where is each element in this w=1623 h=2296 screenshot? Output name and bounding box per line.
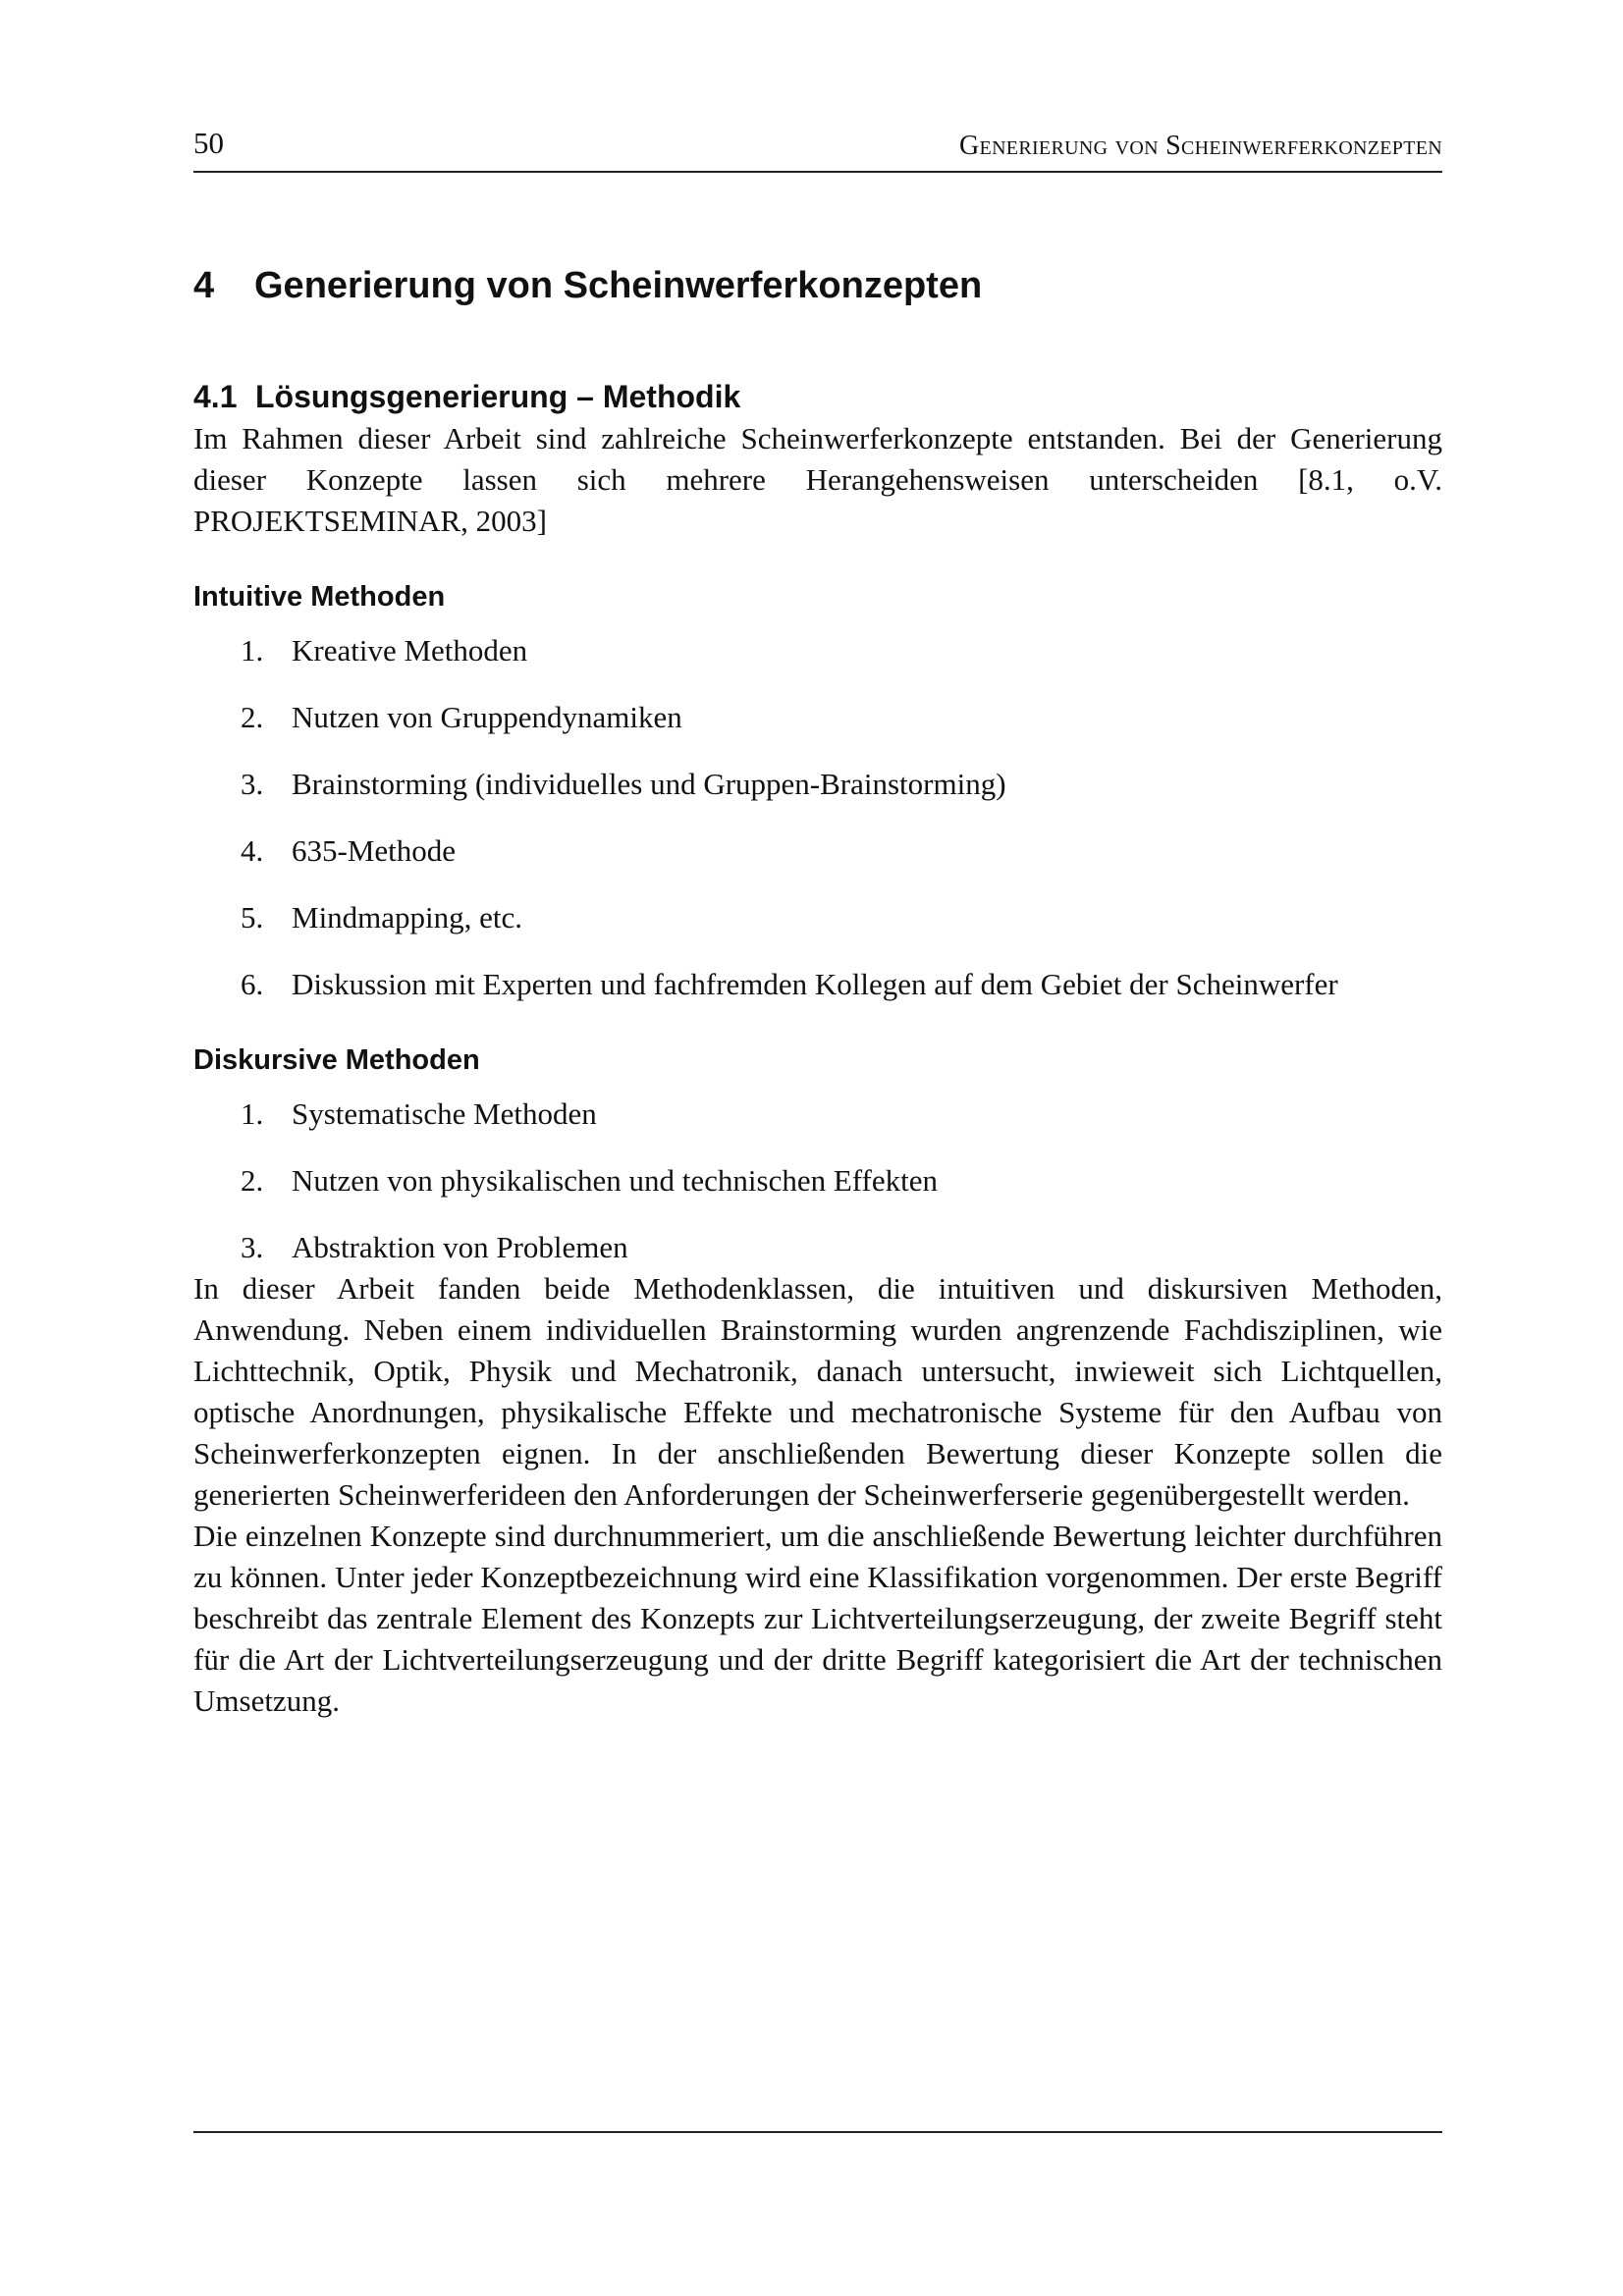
page-number: 50 [193,126,224,160]
intuitive-methods-list [193,630,1442,1005]
list-item-text: Abstraktion von Problemen [292,1230,628,1264]
chapter-heading [193,259,1442,312]
list-item [193,1227,1442,1268]
list-marker: 2. [241,700,264,734]
discursive-methods-heading: Diskursive Methoden [193,1044,480,1076]
list-marker: 6. [241,967,264,1001]
list-item-text: Mindmapping, etc. [292,900,523,934]
list-marker: 3. [241,767,264,801]
running-header-title: Generierung von Scheinwerferkonzepten [959,131,1442,161]
list-marker: 4. [241,833,264,868]
list-item [193,830,1442,872]
list-item-text: Kreative Methoden [292,633,528,667]
list-item-text: Diskussion mit Experten und fachfremden Kollegen auf dem Gebiet der Scheinwerfer [292,967,1338,1001]
application-paragraph: In dieser Arbeit fanden beide Methodenklassen, die intuitiven und diskursiven Methoden, Anwendung. Neben einem individuellen Brainstorming wurden angrenzende Fachdisziplinen, wie Lichttechnik, Optik, Physik und Mechatronik, danach untersucht, inwieweit sich Lichtquellen, optische Anordnungen, physikalische Effekte und mechatronische Systeme für den Aufbau von Scheinwerferkonzepten eignen. In der anschließenden Bewertung dieser Konzepte sollen die generierten Scheinwerferideen den Anforderungen der Scheinwerferserie gegenübergestellt werden. [193,1271,1442,1512]
list-marker: 1. [241,1096,264,1131]
list-item [193,964,1442,1005]
document-page [193,0,1442,2296]
list-item-text: Nutzen von Gruppendynamiken [292,700,682,734]
discursive-methods-list [193,1094,1442,1268]
list-item-text: 635-Methode [292,833,457,868]
list-item-text: Systematische Methoden [292,1096,597,1131]
classification-paragraph: Die einzelnen Konzepte sind durchnummeriert, um die anschließende Bewertung leichter durchführen zu können. Unter jeder Konzeptbezeichnung wird eine Klassifikation vorgenommen. Der erste Begriff beschreibt das zentrale Element des Konzepts zur Lichtverteilungserzeugung, der zweite Begriff steht für die Art der Lichtverteilungserzeugung und der dritte Begriff kategorisiert die Art der technischen Umsetzung. [193,1519,1442,1718]
list-item [193,630,1442,671]
running-header [193,124,1442,173]
intuitive-methods-heading: Intuitive Methoden [193,581,446,613]
chapter-title: Generierung von Scheinwerferkonzepten [254,265,983,306]
footer-rule [193,2131,1442,2133]
list-marker: 3. [241,1230,264,1264]
list-item [193,764,1442,805]
chapter-number: 4 [193,265,215,306]
list-item [193,1160,1442,1201]
page-content [193,259,1442,1722]
list-marker: 5. [241,900,264,934]
list-item [193,1094,1442,1135]
section-number: 4.1 [193,379,238,414]
list-item [193,897,1442,938]
list-item-text: Nutzen von physikalischen und technischen Effekten [292,1163,938,1198]
list-item-text: Brainstorming (individuelles und Gruppen-Brainstorming) [292,767,1006,801]
list-marker: 2. [241,1163,264,1198]
section-title: Lösungsgenerierung – Methodik [255,379,741,414]
list-marker: 1. [241,633,264,667]
list-item [193,697,1442,738]
section-heading [193,375,1442,418]
intro-paragraph: Im Rahmen dieser Arbeit sind zahlreiche Scheinwerferkonzepte entstanden. Bei der Generierung dieser Konzepte lassen sich mehrere Herangehensweisen unterscheiden [8.1, o.V. PROJEKTSEMINAR, 2003] [193,421,1442,538]
